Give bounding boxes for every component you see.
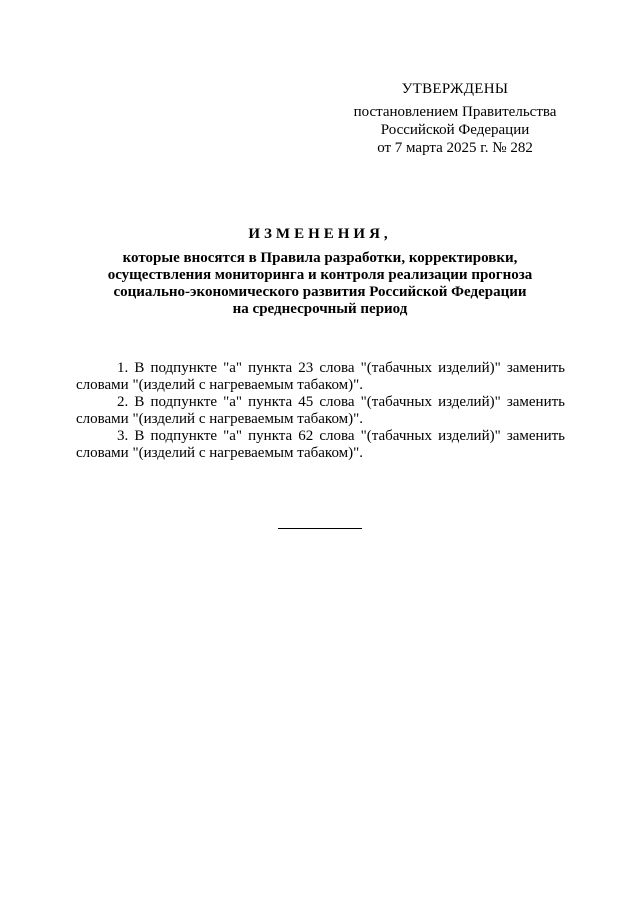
subtitle-line: социально-экономического развития Российской Федерации <box>113 284 527 300</box>
amendment-text: В подпункте "а" пункта 62 слова "(табачных изделий)" заменить словами "(изделий с нагреваемым табаком)". <box>76 428 566 461</box>
approval-date-number: от 7 марта 2025 г. № 282 <box>377 140 533 156</box>
subtitle-line: которые вносятся в Правила разработки, корректировки, <box>122 250 518 266</box>
approval-issuer: постановлением Правительства <box>353 104 557 120</box>
document-title: ИЗМЕНЕНИЯ, <box>248 226 392 242</box>
amendment-item <box>76 360 565 394</box>
document-subtitle <box>70 250 570 318</box>
amendment-number: 2. <box>117 394 129 410</box>
approval-country: Российской Федерации <box>380 122 530 138</box>
approval-block <box>340 80 570 157</box>
amendment-number: 3. <box>117 428 129 444</box>
approval-heading: УТВЕРЖДЕНЫ <box>401 81 509 97</box>
amendment-list <box>76 360 565 462</box>
amendment-text: В подпункте "а" пункта 45 слова "(табачных изделий)" заменить словами "(изделий с нагреваемым табаком)". <box>76 394 566 427</box>
amendment-item <box>76 394 565 428</box>
subtitle-line: осуществления мониторинга и контроля реализации прогноза <box>107 267 533 283</box>
amendment-item <box>76 428 565 462</box>
subtitle-line: на среднесрочный период <box>232 301 408 317</box>
amendment-number: 1. <box>117 360 129 376</box>
amendment-text: В подпункте "а" пункта 23 слова "(табачных изделий)" заменить словами "(изделий с нагреваемым табаком)". <box>76 360 566 393</box>
end-separator-line <box>278 528 362 529</box>
